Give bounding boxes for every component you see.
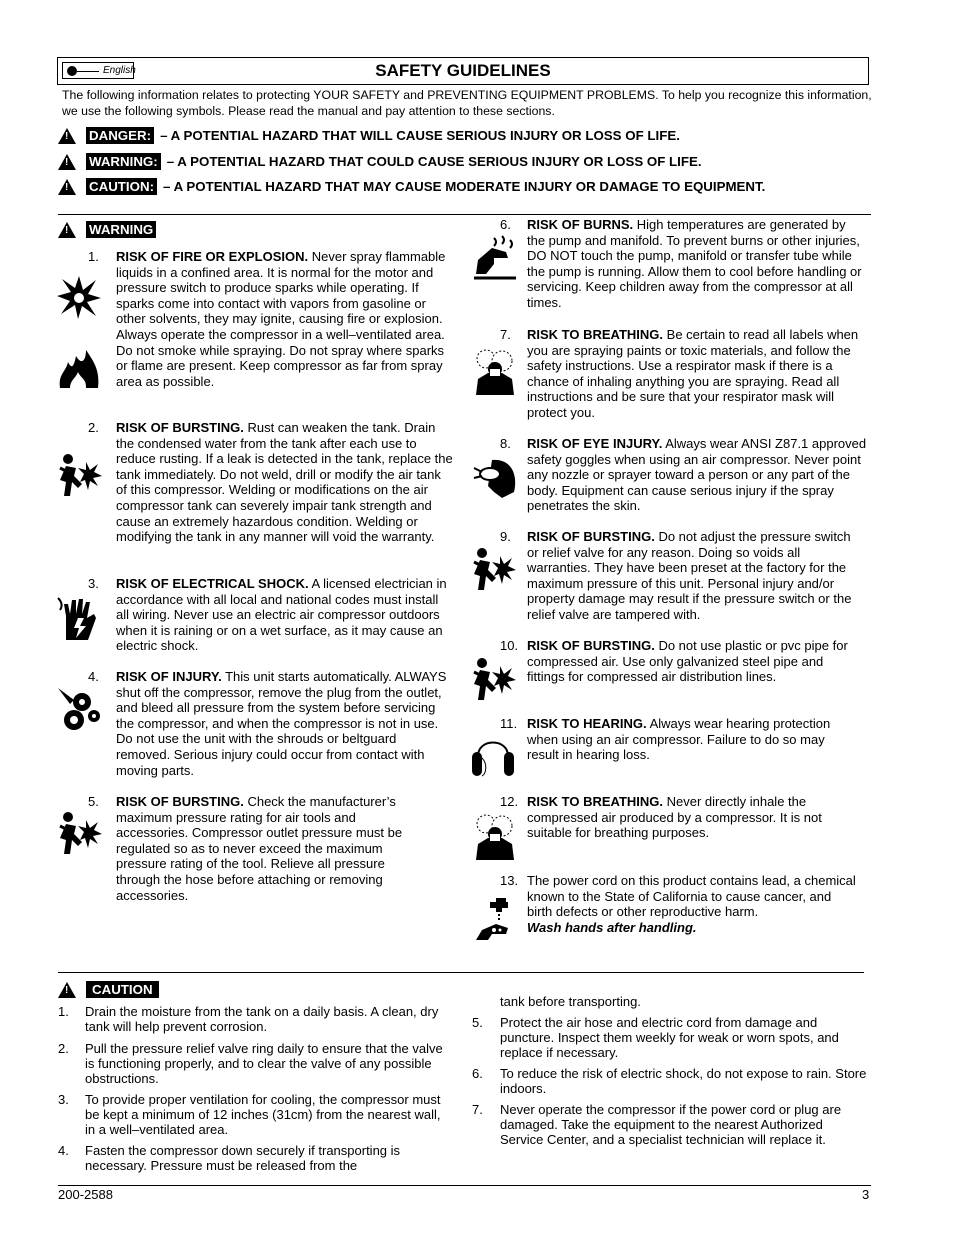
warning-item-title: RISK OF FIRE OR EXPLOSION. [116, 249, 309, 264]
section-divider [58, 214, 871, 215]
caution-item-number: 7. [472, 1102, 483, 1117]
warning-item [527, 327, 863, 421]
bursting-icon [470, 656, 516, 702]
warning-item-text: Check the manufacturer’s maximum pressure rating for air tools and accessories. Compressor outlet pressure must be regulated so as to never exceed the maximum pressure rating of the tool. Relieve all pressure through the hose before attaching or removing accessories. [116, 794, 403, 903]
warning-item-number: 11. [500, 716, 518, 731]
caution-item: Protect the air hose and electric cord from damage and puncture. Inspect them weekly for weak or worn spots, and replace if necessary. [500, 1015, 839, 1060]
warning-item-text: Be certain to read all labels when you are spraying paints or toxic materials, and follow the safety instructions. Use a respirator mask if there is a chance of inhaling anything you are spraying. Read all instructions and be sure that your respirator mask will protect you. [527, 327, 859, 420]
caution-item: Never operate the compressor if the power cord or plug are damaged. Take the equipment to the nearest Authorized Service Center, and a specialist technician will replace it. [500, 1102, 842, 1147]
warning-item-text: High temperatures are generated by the pump and manifold. To prevent burns or other injuries, DO NOT touch the pump, manifold or transfer tube while the pump is running. Allow them to cool before handling or servicing. Keep children away from the compressor at all times. [527, 217, 862, 310]
caution-item-number: 2. [58, 1041, 69, 1056]
warning-item-number: 12. [500, 794, 519, 809]
bursting-icon [56, 810, 102, 856]
warning-triangle-icon [58, 982, 76, 998]
warning-item-title: RISK OF BURSTING. [527, 529, 655, 544]
warning-item-text: Always wear hearing protection when using an air compressor. Failure to do so may result in hearing loss. [527, 716, 831, 763]
caution-item: To provide proper ventilation for cooling, the compressor must be kept a minimum of 12 inches (31cm) from the nearest wall, in a well–ventilated area. [85, 1092, 441, 1137]
warning-item-text: Never directly inhale the compressed air produced by a compressor. It is not suitable for breathing purposes. [527, 794, 822, 841]
warning-text: – A POTENTIAL HAZARD THAT COULD CAUSE SERIOUS INJURY OR LOSS OF LIFE. [166, 154, 702, 169]
warning-item-number: 3. [88, 576, 99, 591]
warning-item-title: RISK OF BURSTING. [527, 638, 655, 653]
warning-item [116, 576, 450, 654]
page-title: SAFETY GUIDELINES [375, 61, 551, 80]
warning-item-number: 4. [88, 669, 99, 684]
document-number: 200-2588 [58, 1187, 113, 1202]
warning-item-number: 10. [500, 638, 519, 653]
warning-item-number: 7. [500, 327, 511, 342]
bursting-icon [56, 452, 102, 498]
caution-label: CAUTION: [86, 178, 157, 195]
warning-item [116, 249, 454, 389]
fire-icon [56, 344, 102, 390]
bursting-icon [470, 546, 516, 592]
caution-item: Fasten the compressor down securely if transporting is necessary. Pressure must be released from the [85, 1143, 401, 1173]
warning-triangle-icon [58, 179, 76, 195]
warning-item-title: RISK OF INJURY. [116, 669, 222, 684]
danger-label: DANGER: [86, 127, 154, 144]
page-number: 3 [862, 1187, 870, 1202]
warning-item-title: RISK TO HEARING. [527, 716, 647, 731]
warning-item [116, 794, 430, 903]
caution-item: Drain the moisture from the tank on a daily basis. A clean, dry tank will help prevent corrosion. [85, 1004, 439, 1034]
warning-item [527, 873, 859, 935]
warning-item-number: 2. [88, 420, 99, 435]
caution-item-number: 1. [58, 1004, 69, 1019]
warning-item-emphasis: Wash hands after handling. [527, 919, 697, 935]
warning-item-title: RISK OF BURNS. [527, 217, 634, 232]
warning-item-title: RISK OF BURSTING. [116, 420, 244, 435]
caution-text: – A POTENTIAL HAZARD THAT MAY CAUSE MODERATE INJURY OR DAMAGE TO EQUIPMENT. [163, 179, 766, 194]
explosion-icon [56, 274, 102, 320]
warning-item [527, 436, 867, 514]
warning-item [527, 794, 857, 841]
ear-protection-icon [470, 734, 516, 780]
hot-surface-icon [472, 234, 518, 280]
warning-item-title: RISK OF EYE INJURY. [527, 436, 663, 451]
goggles-icon [472, 456, 518, 502]
caution-item-number: 5. [472, 1015, 483, 1030]
section-divider [58, 972, 864, 973]
warning-item-number: 8. [500, 436, 511, 451]
caution-item: Pull the pressure relief valve ring daily to ensure that the valve is functioning properly, and to clear the valve of any possible obstructions. [85, 1041, 443, 1086]
caution-item-number: 4. [58, 1143, 69, 1158]
warning-item-text: Do not use plastic or pvc pipe for compressed air. Use only galvanized steel pipe and fittings for compressed air distribution lines. [527, 638, 848, 685]
warning-item-text: Never spray flammable liquids in a confined area. It is normal for the motor and pressure switch to produce sparks while operating. If sparks come into contact with vapors from gasoline or other solvents, they may ignite, causing fire or explosion. Always operate the compressor in a well–ventilated area. Do not smoke while spraying. Do not spray where sparks or flame are present. Keep compressor as far from spray area as possible. [116, 249, 446, 389]
warning-item-text: Rust can weaken the tank. Drain the condensed water from the tank after each use to reduce rusting. If a leak is detected in the tank, replace the tank immediately. Do not weld, drill or modify the air tank of this compressor. Welding or modifications on the air compressor tank can severely impair tank strength and cause an extremely hazardous condition. Welding or modifying the tank in any manner will void the warranty. [116, 420, 453, 545]
caution-item: To reduce the risk of electric shock, do not expose to rain. Store indoors. [500, 1066, 867, 1096]
warning-item-title: RISK TO BREATHING. [527, 794, 664, 809]
warning-definition [58, 153, 702, 170]
moving-parts-icon [56, 686, 102, 732]
warning-triangle-icon [58, 222, 76, 238]
warning-item [527, 217, 863, 311]
electric-shock-icon [56, 596, 102, 642]
danger-definition [58, 127, 680, 144]
warning-item [527, 716, 857, 763]
intro-text: The following information relates to protecting YOUR SAFETY and PREVENTING EQUIPMENT PROBLEMS. To help you recognize this information, we use the following symbols. Please read the manual and pay attention to these sections. [62, 88, 872, 118]
warning-triangle-icon [58, 128, 76, 144]
warning-item-title: RISK OF ELECTRICAL SHOCK. [116, 576, 309, 591]
respirator-icon [472, 349, 518, 395]
warning-item-number: 1. [88, 249, 99, 264]
warning-item-text: A licensed electrician in accordance with all local and national codes must install all wiring. Never use an electric air compressor outdoors when it is raining or on a wet surface, as it may cause an electric shock. [116, 576, 447, 654]
warning-item-number: 6. [500, 217, 511, 232]
warning-item-text: Do not adjust the pressure switch or relief valve for any reason. Doing so voids all warranties. They have been preset at the factory for the maximum pressure of this unit. Personal injury and/or property damage may result if the pressure switch or the relief valve are tampered with. [527, 529, 852, 622]
warning-item-number: 5. [88, 794, 99, 809]
danger-text: – A POTENTIAL HAZARD THAT WILL CAUSE SERIOUS INJURY OR LOSS OF LIFE. [160, 128, 680, 143]
caution-definition [58, 178, 765, 195]
caution-item-number: 3. [58, 1092, 69, 1107]
warning-triangle-icon [58, 154, 76, 170]
header-box [57, 57, 869, 85]
footer-divider [58, 1185, 871, 1186]
warning-item-text: The power cord on this product contains lead, a chemical known to the State of California to cause cancer, and birth defects or other reproductive harm. [527, 873, 856, 920]
caution-item-number: 6. [472, 1066, 483, 1081]
warning-item [527, 638, 859, 685]
warning-item-text: This unit starts automatically. ALWAYS shut off the compressor, remove the plug from the outlet, and bleed all pressure from the system before servicing the compressor, and when the compressor is not in use. Do not use the unit with the shrouds or beltguard removed. Serious injury could occur from contact with moving parts. [116, 669, 447, 778]
respirator-icon [472, 814, 518, 860]
warning-section-label: ! WARNING [58, 221, 162, 238]
language-label: English [103, 65, 136, 76]
warning-item-number: 9. [500, 529, 511, 544]
warning-item-number: 13. [500, 873, 519, 888]
warning-item-title: RISK OF BURSTING. [116, 794, 244, 809]
caution-section-label: ! CAUTION [58, 981, 165, 998]
caution-item: tank before transporting. [500, 994, 641, 1009]
warning-item [116, 420, 454, 545]
wash-hands-icon [472, 896, 518, 942]
warning-item [527, 529, 863, 623]
warning-item-text: Always wear ANSI Z87.1 approved safety goggles when using an air compressor. Never point any nozzle or sprayer toward a person or any part of the body. Equipment can cause serious injury if the spray penetrates the skin. [527, 436, 867, 514]
warning-label: WARNING: [86, 153, 161, 170]
warning-item-title: RISK TO BREATHING. [527, 327, 664, 342]
warning-item [116, 669, 448, 778]
